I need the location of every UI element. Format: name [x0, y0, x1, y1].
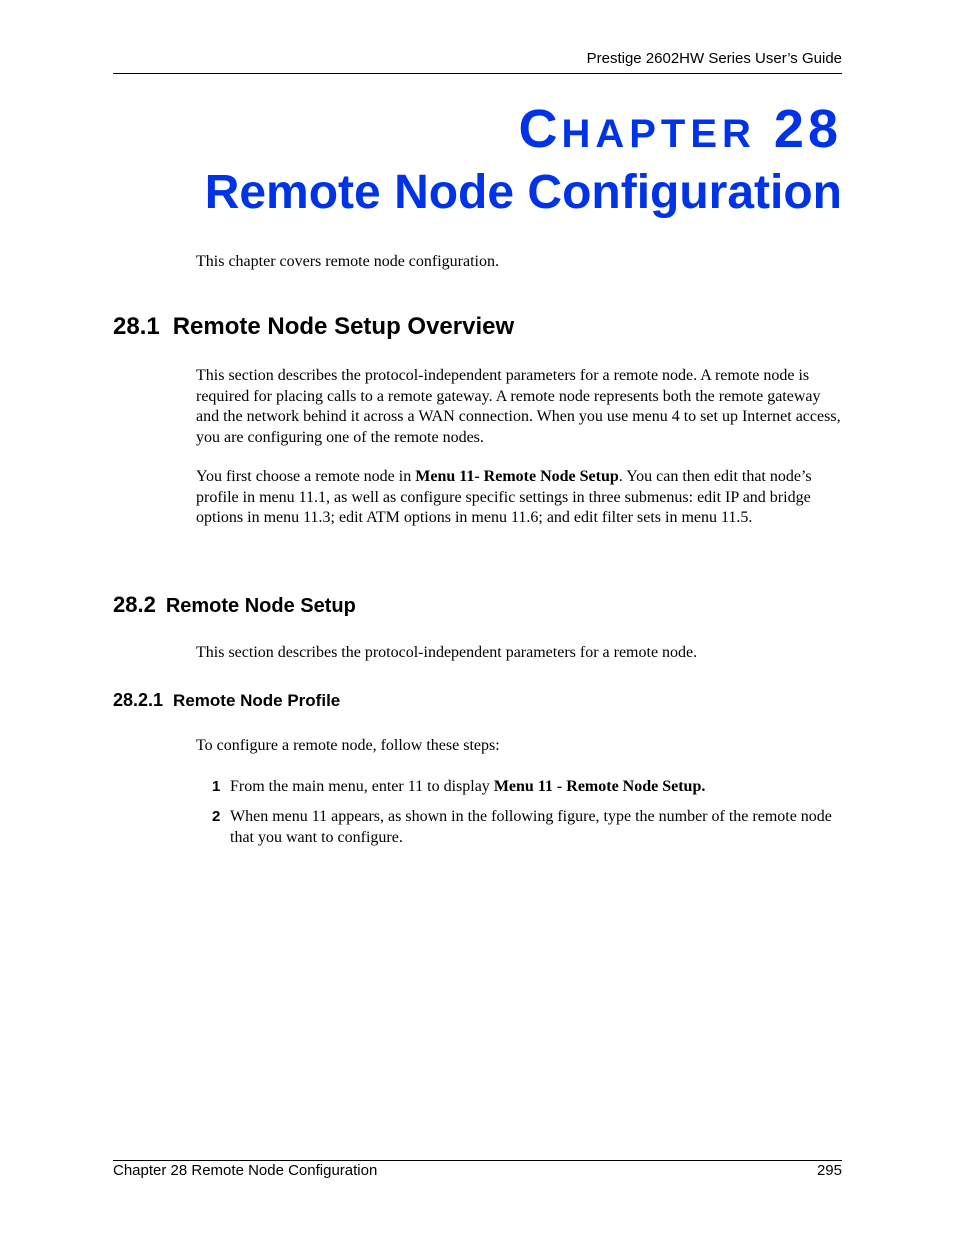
section-number: 28.2.1: [113, 690, 164, 710]
footer-chapter-title: Chapter 28 Remote Node Configuration: [113, 1162, 378, 1179]
section-heading-28-2: [113, 592, 356, 618]
menu-name-bold: Menu 11- Remote Node Setup: [415, 468, 619, 485]
header-rule: [113, 73, 842, 74]
chapter-label-initial: C: [518, 99, 562, 159]
section-title: Remote Node Setup: [165, 595, 356, 617]
chapter-label-rest: HAPTER: [561, 112, 756, 156]
section-1-paragraph-2: [196, 467, 844, 529]
chapter-intro: This chapter covers remote node configuration.: [196, 253, 499, 270]
section-2-paragraph: This section describes the protocol-independent parameters for a remote node.: [196, 644, 698, 661]
chapter-title: Remote Node Configuration: [204, 166, 842, 219]
footer-rule: [113, 1160, 842, 1161]
section-title: Remote Node Setup Overview: [172, 313, 515, 340]
step-text-bold: Menu 11 - Remote Node Setup.: [493, 778, 706, 795]
section-2-1-intro: To configure a remote node, follow these steps:: [196, 737, 500, 754]
step-number: 2: [212, 808, 221, 825]
step-text: When menu 11 appears, as shown in the following figure, type the number of the remote node that you want to configure.: [230, 808, 832, 846]
chapter-number: 28: [773, 99, 842, 159]
step-item: [212, 777, 842, 798]
page-number: 295: [816, 1162, 842, 1179]
section-number: 28.2: [113, 592, 156, 617]
running-header: Prestige 2602HW Series User’s Guide: [586, 50, 842, 67]
step-text: [230, 777, 842, 798]
para2-text-start: You first choose a remote node in: [196, 468, 416, 485]
step-item: [212, 807, 842, 848]
section-heading-28-1: [113, 313, 514, 341]
para2-text-end: . You can then edit that node’s profile in menu 11.1, as well as configure specific settings in three submenus: edit IP and bridge options in menu 11.3; edit ATM options in menu 11.6; and edit filter sets in menu 11.5.: [196, 468, 812, 526]
section-title: Remote Node Profile: [173, 691, 341, 710]
step-number: 1: [212, 778, 221, 795]
chapter-label: [518, 98, 842, 160]
section-1-paragraph-1: This section describes the protocol-independent parameters for a remote node. A remote node is required for placing calls to a remote gateway. A remote node represents both the remote gateway and the network behind it across a WAN connection. When you use menu 4 to set up Internet access, you are configuring one of the remote nodes.: [196, 367, 841, 446]
section-number: 28.1: [113, 313, 160, 340]
step-text-plain: From the main menu, enter 11 to display: [230, 778, 494, 795]
section-heading-28-2-1: [113, 690, 340, 711]
